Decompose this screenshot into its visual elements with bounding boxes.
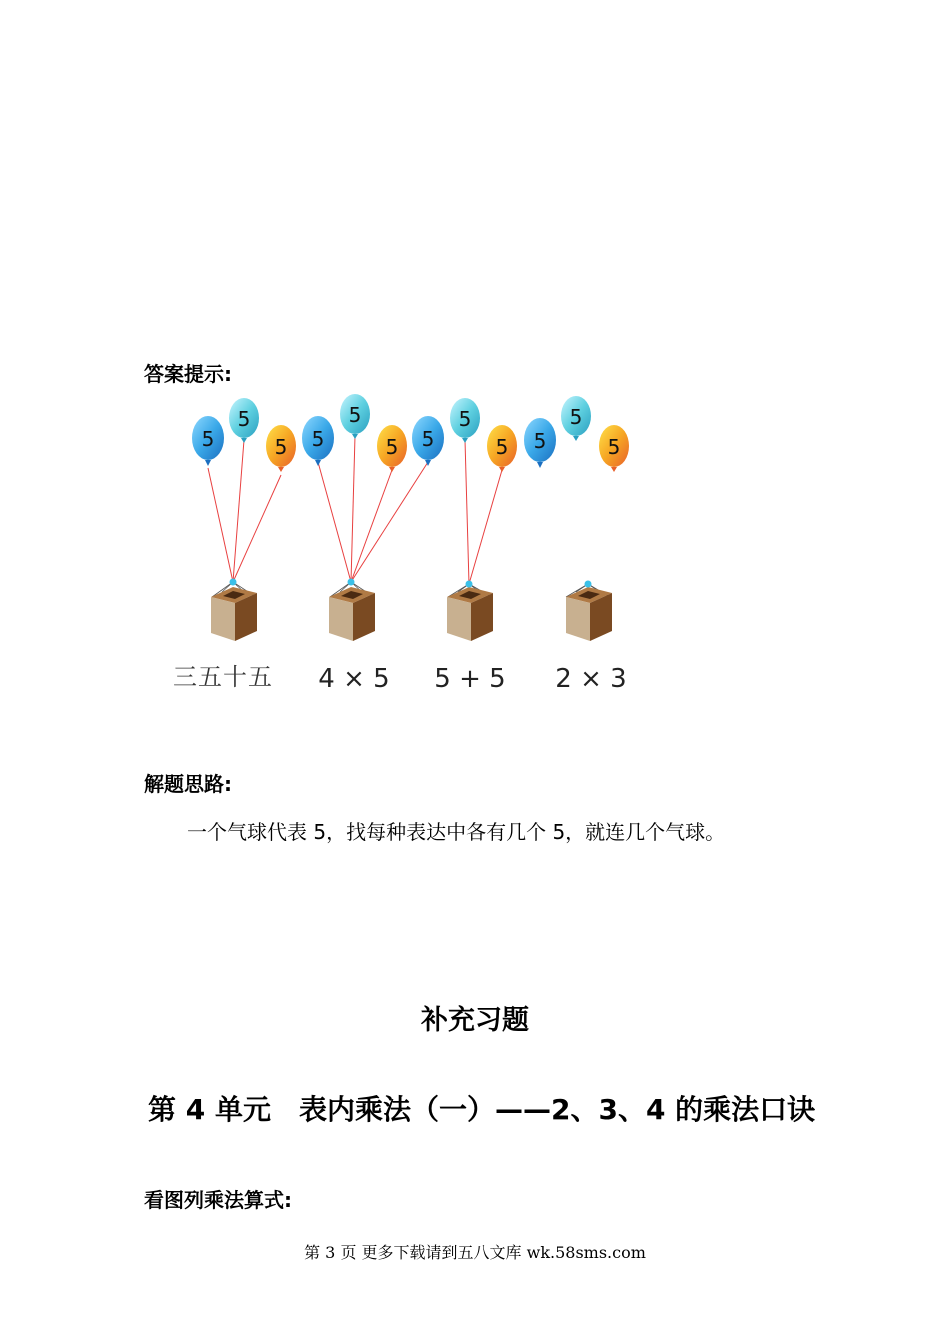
svg-text:5: 5 (274, 435, 288, 459)
balloon-6 (377, 425, 407, 472)
svg-text:5: 5 (348, 403, 362, 427)
solution-idea-heading: 解题思路: (144, 772, 232, 796)
balloon-1 (192, 416, 224, 466)
balloon-10 (524, 418, 556, 468)
svg-text:5: 5 (607, 435, 621, 459)
svg-text:5: 5 (311, 427, 325, 451)
basket-3 (447, 587, 493, 641)
balloon-4 (302, 416, 334, 466)
expression-1: 三五十五 (173, 663, 273, 691)
balloon-2 (229, 398, 259, 443)
balloon-3 (266, 425, 296, 472)
balloon-strings (208, 436, 502, 584)
balloon-8 (450, 398, 480, 443)
svg-text:5: 5 (201, 427, 215, 451)
basket-2 (329, 587, 375, 641)
svg-text:5: 5 (569, 405, 583, 429)
exercise-heading: 看图列乘法算式: (144, 1188, 292, 1212)
basket-1 (211, 587, 257, 641)
balloon-9 (487, 425, 517, 472)
balloon-7 (412, 416, 444, 466)
balloon-matching-figure (160, 390, 650, 700)
svg-text:5: 5 (533, 429, 547, 453)
expression-4: 2 × 3 (555, 664, 627, 694)
svg-text:5: 5 (495, 435, 509, 459)
balloon-5 (340, 394, 370, 439)
answer-hint-heading: 答案提示: (144, 362, 232, 386)
section-title: 补充习题 (421, 1005, 529, 1036)
svg-text:5: 5 (385, 435, 399, 459)
unit-title: 第 4 单元 表内乘法（一）——2、3、4 的乘法口诀 (148, 1093, 816, 1126)
balloon-12 (599, 425, 629, 472)
expression-3: 5 + 5 (434, 664, 506, 694)
solution-idea-text: 一个气球代表 5，找每种表达中各有几个 5，就连几个气球。 (187, 820, 726, 844)
svg-text:5: 5 (458, 407, 472, 431)
svg-text:5: 5 (421, 427, 435, 451)
page-footer: 第 3 页 更多下载请到五八文库 wk.58sms.com (304, 1243, 646, 1262)
balloon-11 (561, 396, 591, 441)
svg-text:5: 5 (237, 407, 251, 431)
basket-rigging (212, 582, 610, 597)
expression-2: 4 × 5 (318, 664, 390, 694)
basket-4 (566, 587, 612, 641)
